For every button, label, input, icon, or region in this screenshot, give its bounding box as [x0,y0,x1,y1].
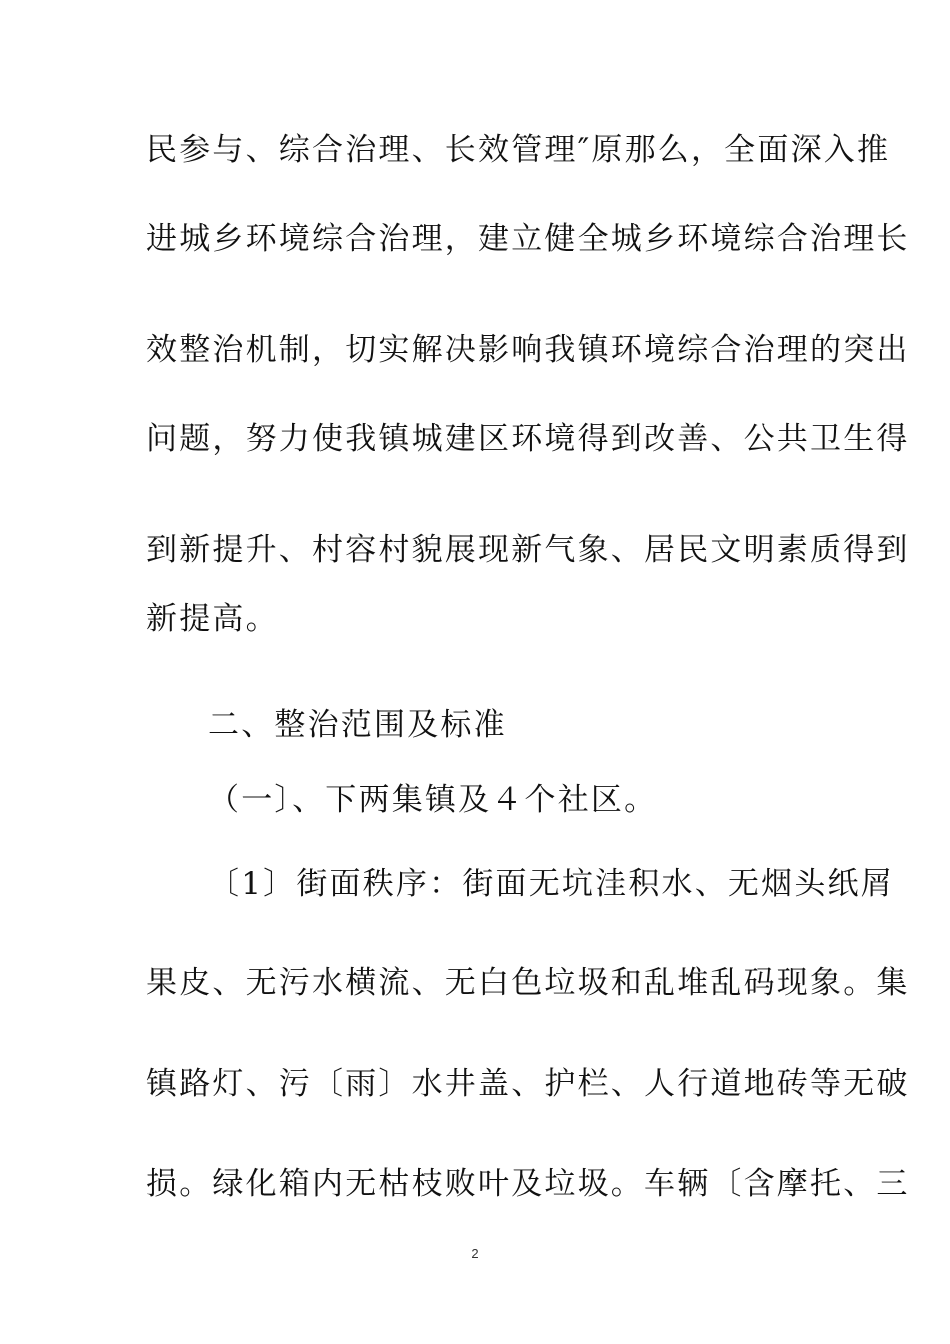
paragraph-line: 到新提升、村容村貌展现新气象、居民文明素质得到 [146,532,910,568]
section-heading: 二、整治范围及标准 [208,707,507,743]
paragraph-line: 果皮、无污水横流、无白色垃圾和乱堆乱码现象。集 [146,965,910,1001]
subsection-heading: （一〕、下两集镇及４个社区。 [208,782,658,818]
page-number: 2 [471,1246,479,1261]
paragraph-line: 问题，努力使我镇城建区环境得到改善、公共卫生得 [146,421,910,457]
paragraph-line: 镇路灯、污〔雨〕水井盖、护栏、人行道地砖等无破 [146,1066,910,1102]
paragraph-line: 损。绿化箱内无枯枝败叶及垃圾。车辆〔含摩托、三 [146,1166,910,1202]
paragraph-line: 效整治机制，切实解决影响我镇环境综合治理的突出 [146,332,910,368]
paragraph-line: 民参与、综合治理、长效管理″原那么，全面深入推 [146,132,891,168]
paragraph-line: 进城乡环境综合治理，建立健全城乡环境综合治理长 [146,221,910,257]
paragraph-line: 新提高。 [146,601,279,637]
paragraph-line: 〔1〕街面秩序：街面无坑洼积水、无烟头纸屑 [208,866,894,902]
